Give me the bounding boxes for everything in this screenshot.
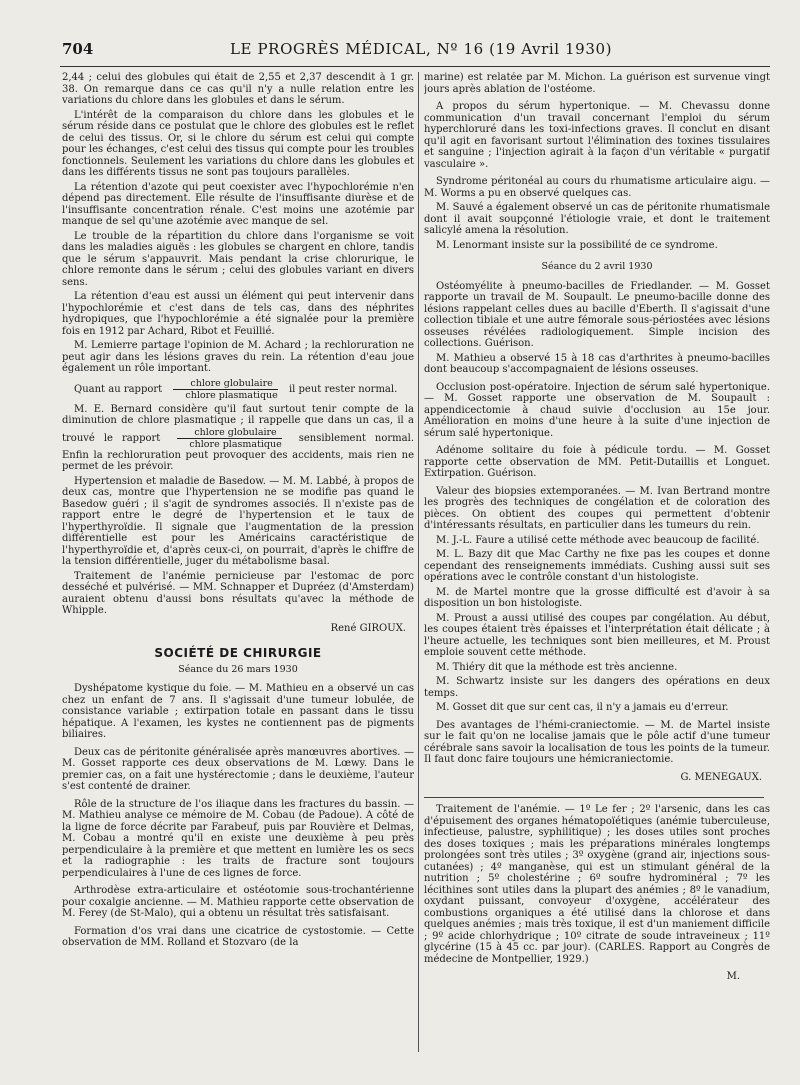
section-rule: [424, 797, 764, 798]
article-occlusion: Occlusion post-opératoire. Injection de sérum salé hypertonique. — M. Gosset rapporte une observation de M. Soupault : appendicectomie à chaud suivie d'occlusion au 15e jour. Amélioration en moins d'une heure à la suite d'une injection de sérum salé hypertonique.: [424, 381, 770, 439]
bernard-text-end: sensiblement normal. Enfin la rechloruration peut provoquer des accidents, mais rien ne permet de les prévoir.: [62, 432, 414, 472]
article-osteomyelite: Ostéomyélite à pneumo-bacilles de Friedlander. — M. Gosset rapporte un travail de M. Soupault. Le pneumo-bacille donne des lésions rappelant celles dues au bacille d'Eberth. Il s'agissait d'une collection tibiale et une autre fémorale sous-périostées avec lésions osseuses révélées radiologiquement. Simple incision des collections. Guérison.: [424, 280, 770, 349]
article-os-vrai: Formation d'os vrai dans une cicatrice de cystostomie. — Cette observation de MM. Rolland et Stozvaro (de la: [62, 925, 414, 948]
paragraph: La rétention d'azote qui peut coexister avec l'hypochlorémie n'en dépend pas directement. Elle résulte de l'insuffisante diurèse et de l'insuffisante concentration rénale. C'est moins une azotémie par manque de sel qu'une azotémie avec manque de sel.: [62, 181, 414, 227]
page-number: 704: [62, 40, 94, 58]
article-syndrome-peritoneal: Syndrome péritonéal au cours du rhumatisme articulaire aigu. — M. Worms a pu en observé quelques cas.: [424, 176, 770, 199]
column-separator: [418, 72, 419, 1052]
session-date-2: Séance du 2 avril 1930: [541, 261, 653, 272]
ratio-denominator-2: chlore plasmatique: [189, 438, 282, 450]
article-os-iliaque: Rôle de la structure de l'os iliaque dans les fractures du bassin. — M. Mathieu analyse ce mémoire de M. Cobau (de Padoue). A côté de la ligne de force décrite par Farabeuf, puis par Rouvière et Delmas, M. Cobau a montré qu'il en existe une deuxième à peu près perpendiculaire à la première et que mettent en lumière les os secs et la radiographie : les traits de fracture sont toujours perpendiculaires à l'une de ces lignes de force.: [62, 798, 414, 879]
bernard-text: M. E. Bernard considère qu'il faut surtout tenir compte de la diminution de chlore plasmatique ; il rappelle que dans un cas, il a trouvé le rapport: [62, 403, 414, 444]
article-adenome: Adénome solitaire du foie à pédicule tordu. — M. Gosset rapporte cette observation de MM. Petit-Dutaillis et Longuet. Extirpation. Guérison.: [424, 445, 770, 479]
paragraph: M. Schwartz insiste sur les dangers des opérations en deux temps.: [424, 676, 770, 699]
ratio-fraction: [173, 378, 277, 401]
paragraph: M. Lenormant insiste sur la possibilité de ce syndrome.: [436, 239, 718, 251]
ratio-suffix: il peut rester normal.: [288, 383, 398, 395]
article-serum-hypertonique: A propos du sérum hypertonique. — M. Chevassu donne communication d'un travail concernant l'emploi du sérum hyperchloruré dans les toxi-infections graves. Il conclut en disant qu'il agit en favorisant surtout l'élimination des toxines tissulaires et sanguine ; l'injection agirait à la façon d'un véritable « purgatif vasculaire ».: [424, 101, 770, 170]
running-title: LE PROGRÈS MÉDICAL, Nº 16 (19 Avril 1930): [230, 40, 613, 58]
society-title: SOCIÉTÉ DE CHIRURGIE: [154, 646, 322, 660]
paragraph: [62, 404, 414, 473]
signature-menegaux: G. MENEGAUX.: [680, 771, 762, 783]
paragraph: L'intérêt de la comparaison du chlore dans les globules et le sérum réside dans ce postulat que le chlore des globules est le reflet de celui des tissus. Or, si le chlore du sérum est celui qui compte pour les échanges, c'est celui des tissus qui compte pour les troubles fonctionnels. Seulement les variations du chlore dans les globules et dans les différents tissus ne sont pas toujours parallèles.: [62, 109, 414, 178]
article-dyshepatome: Dyshépatome kystique du foie. — M. Mathieu en a observé un cas chez un enfant de 7 ans. Il s'agissait d'une tumeur lobulée, de consistance variable ; extirpation totale en passant dans le tissu hépatique. A l'examen, les kystes ne contiennent pas de pigments biliaires.: [62, 683, 414, 740]
paragraph: marine) est relatée par M. Michon. La guérison est survenue vingt jours après ablation de l'ostéome.: [424, 72, 770, 95]
paragraph: M. Lemierre partage l'opinion de M. Achard ; la rechloruration ne peut agir dans les lésions graves du rein. La rétention d'eau joue également un rôle important.: [62, 340, 414, 374]
paragraph: La rétention d'eau est aussi un élément qui peut intervenir dans l'hypochlorémie et c'est dans de tels cas, dans des néphrites hydropiques, que l'hypochlorémie a été signalée pour la première fois en 1912 par Achard, Ribot et Feuillié.: [62, 291, 414, 337]
article-traitement-anemie: Traitement de l'anémie. — 1º Le fer ; 2º l'arsenic, dans les cas d'épuisement des organes hématopoïétiques (anémie tuberculeuse, infectieuse, palustre, syphilitique) ; les doses utiles sont proches des doses toxiques ; mais les préparations minérales longtemps prolongées sont très utiles ; 3º oxygène (grand air, injections sous-cutanées) ; 4º manganèse, qui est un stimulant général de la nutrition ; 5º cholestérine ; 6º soufre hydrominéral ; 7º les lécithines sont utiles dans la plupart des anémies ; 8º le vanadium, oxydant puissant, convoyeur d'oxygène, accélérateur des combustions organiques a été utilisé dans la chlorose et dans quelques anémies ; mais très toxique, il est d'un maniement difficile ; 9º acide chlorhydrique ; 10º citrate de soude intraveineux ; 11º glycérine (15 à 45 cc. par jour). (CARLES. Rapport au Congrès de médecine de Montpellier, 1929.): [424, 804, 770, 965]
ratio-denominator: chlore plasmatique: [185, 389, 278, 401]
session-date: Séance du 26 mars 1930: [178, 663, 298, 675]
paragraph: M. Thiéry dit que la méthode est très ancienne.: [436, 661, 678, 673]
right-column: [424, 72, 770, 1057]
ratio-line: [62, 378, 414, 401]
paragraph: M. Gosset dit que sur cent cas, il n'y a jamais eu d'erreur.: [436, 702, 729, 713]
article-peritonite: Deux cas de péritonite généralisée après manœuvres abortives. — M. Gosset rapporte ces deux observations de M. Lœwy. Dans le premier cas, on a fait une hystérectomie ; dans le deuxième, l'auteur s'est contenté de drainer.: [62, 746, 414, 792]
ratio-numerator-2: chlore globulaire: [177, 427, 281, 439]
article-anemie-pernicieuse: Traitement de l'anémie pernicieuse par l'estomac de porc desséché et pulvérisé. — MM. Schnapper et Dupréez (d'Amsterdam) auraient obtenu d'aussi bons résultats qu'avec la méthode de Whipple.: [62, 570, 414, 616]
paragraph: M. Mathieu a observé 15 à 18 cas d'arthrites à pneumo-bacilles dont beaucoup s'accompagnaient de lésions osseuses.: [424, 352, 770, 375]
signature-m: M.: [726, 971, 740, 982]
header-rule: [60, 66, 770, 67]
left-column: [62, 72, 414, 1057]
paragraph: M. de Martel montre que la grosse difficulté est d'avoir à sa disposition un bon histologiste.: [424, 586, 770, 609]
paragraph: M. L. Bazy dit que Mac Carthy ne fixe pas les coupes et donne cependant des renseignements immédiats. Cushing aussi suit ses opérations avec le contrôle constant d'un histologiste.: [424, 549, 770, 583]
page-header: [0, 40, 800, 62]
ratio-numerator: chlore globulaire: [173, 378, 277, 390]
article-hypertension: Hypertension et maladie de Basedow. — M. M. Labbé, à propos de deux cas, montre que l'hypertension ne se modifie pas quand le Basedow guéri ; il s'agit de syndromes associés. Il n'existe pas de rapport entre le degré de l'hypertension et le taux de l'hyperthyroïdie. Il signale que l'augmentation de la pression différentielle est pour les Américains caractéristique de l'hyperthyroïdie et, d'après ceux-ci, on pourrait, d'après le chiffre de la tension différentielle, juger du métabolisme basal.: [62, 475, 414, 567]
ratio-prefix: Quant au rapport: [74, 383, 163, 395]
signature-giroux: René GIROUX.: [330, 622, 406, 634]
paragraph: M. Proust a aussi utilisé des coupes par congélation. Au début, les coupes étaient très épaisses et l'interprétation était délicate ; à l'heure actuelle, les techniques sont bien meilleures, et M. Proust emploie souvent cette méthode.: [424, 612, 770, 658]
paragraph: Le trouble de la répartition du chlore dans l'organisme se voit dans les maladies aiguës : les globules se chargent en chlore, tandis que le sérum s'appauvrit. Mais pendant la crise chlorurique, le chlore remonte dans le sérum ; celui des globules variant en divers sens.: [62, 230, 414, 288]
article-biopsies: Valeur des biopsies extemporanées. — M. Ivan Bertrand montre les progrès des techniques de congélation et de coloration des pièces. On obtient des coupes qui permettent d'obtenir d'intéressants résultats, en particulier dans les tumeurs du rein.: [424, 485, 770, 531]
paragraph: 2,44 ; celui des globules qui était de 2,55 et 2,37 descendit à 1 gr. 38. On remarque dans ce cas qu'il n'y a nulle relation entre les variations du chlore dans les globules et dans le sérum.: [62, 72, 414, 106]
paragraph: M. Sauvé a également observé un cas de péritonite rhumatismale dont il avait soupçonné l'étiologie vraie, et dont le traitement salicylé amena la résolution.: [424, 202, 770, 236]
ratio-fraction-2: [177, 427, 281, 450]
article-hemi-craniectomie: Des avantages de l'hémi-craniectomie. — M. de Martel insiste sur le fait qu'on ne localise jamais que le pôle actif d'une tumeur cérébrale sans savoir la localisation de tous les points de la tumeur. Il faut donc faire toujours une hémicraniectomie.: [424, 719, 770, 765]
article-arthrodese: Arthrodèse extra-articulaire et ostéotomie sous-trochantérienne pour coxalgie ancienne. — M. Mathieu rapporte cette observation de M. Ferey (de St-Malo), qui a obtenu un résultat très satisfaisant.: [62, 885, 414, 919]
paragraph: M. J.-L. Faure a utilisé cette méthode avec beaucoup de facilité.: [436, 534, 760, 546]
